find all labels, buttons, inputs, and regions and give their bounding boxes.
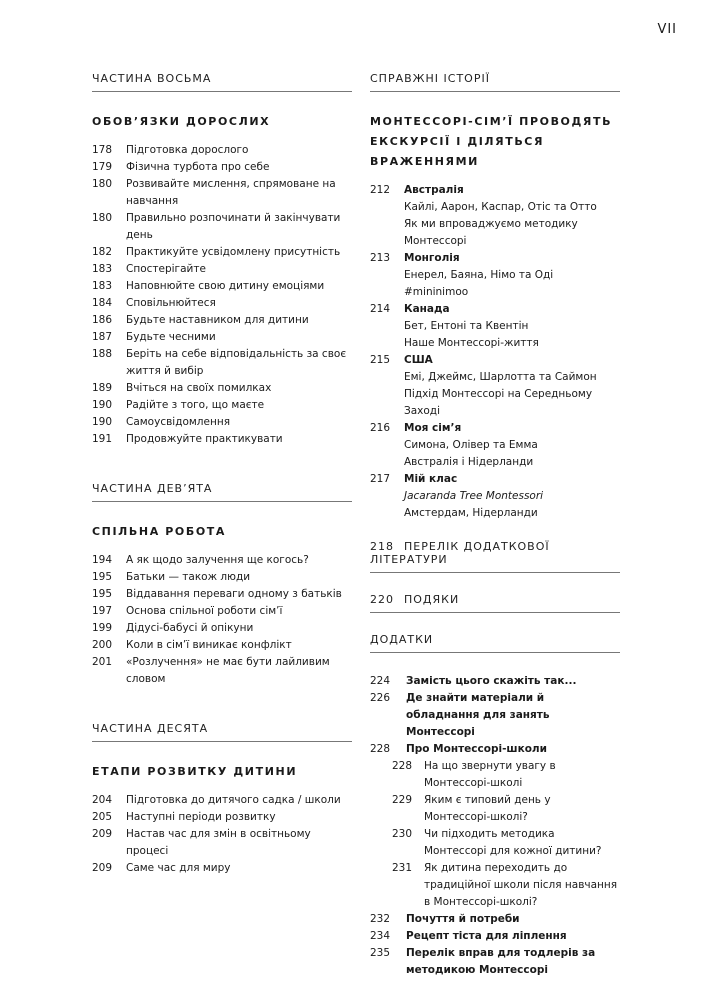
toc-entry[interactable] [92,431,352,448]
toc-list [370,911,620,979]
page-ref: 190 [92,399,113,411]
entry-title: Де знайти матеріали й обладнання для занять Монтессорі [406,692,550,738]
toc-entry[interactable] [370,741,620,758]
story-line: Jacaranda Tree Montessori [404,490,544,502]
page-ref: 231 [392,862,413,874]
page-ref: 226 [370,692,391,704]
country-title: Моя сім’я [404,422,462,434]
page-ref: 228 [392,760,413,772]
page-ref: 209 [92,828,113,840]
page-ref: 187 [92,331,113,343]
part-ten [92,722,352,877]
right-column [370,72,620,997]
entry-title: Продовжуйте практикувати [126,433,283,445]
toc-list [92,142,352,448]
entry-title: Наступні періоди розвитку [126,811,276,823]
page-ref: 230 [392,828,413,840]
page-ref: 224 [370,675,391,687]
toc-entry[interactable] [92,346,352,380]
stories-section [370,72,620,522]
story-entry[interactable] [370,420,620,437]
page-ref: 197 [92,605,113,617]
entry-title: Віддавання переваги одному з батьків [126,588,342,600]
toc-entry[interactable] [92,329,352,346]
toc-entry[interactable] [392,792,620,826]
entry-title: Про Монтессорі-школи [406,743,547,755]
entry-title: Самоусвідомлення [126,416,231,428]
entry-title: Настав час для змін в освітньому процесі [126,828,311,857]
entry-title: Як дитина переходить до традиційної школи після навчання в Монтессорі-школі? [424,862,618,908]
toc-entry[interactable] [92,159,352,176]
toc-entry[interactable] [92,569,352,586]
country-title: Мій клас [404,473,458,485]
story-line: Підхід Монтессорі на Середньому Заході [404,388,593,417]
entry-title: Правильно розпочинати й закінчувати день [126,212,341,241]
entry-title: Чи підходить методика Монтессорі для кожної дитини? [424,828,602,857]
story-entry[interactable] [370,352,620,369]
toc-entry[interactable] [92,792,352,809]
entry-title: Яким є типовий день у Монтессорі-школі? [424,794,551,823]
entry-title: Підготовка до дитячого садка / школи [126,794,341,806]
part-title: ЕТАПИ РОЗВИТКУ ДИТИНИ [92,765,298,778]
page-ref: 180 [92,212,113,224]
toc-list [370,673,620,758]
story-line: Амстердам, Нідерланди [404,507,538,519]
part-label: ЧАСТИНА ВОСЬМА [92,72,352,92]
page-ref: 213 [370,252,391,264]
toc-entry[interactable] [370,945,620,979]
page-ref: 229 [392,794,413,806]
toc-entry[interactable] [370,928,620,945]
page-ref: 201 [92,656,113,668]
page-ref: 232 [370,913,391,925]
story-entry[interactable] [370,182,620,199]
entry-title: Замість цього скажіть так... [406,675,577,687]
page-ref: 190 [92,416,113,428]
toc-entry[interactable] [92,586,352,603]
story-entry[interactable] [370,301,620,318]
part-nine [92,482,352,688]
entry-title: Вчіться на своїх помилках [126,382,272,394]
page-ref: 184 [92,297,113,309]
toc-entry[interactable] [92,312,352,329]
entry-title: Розвивайте мислення, спрямоване на навчання [126,178,336,207]
toc-entry[interactable] [92,414,352,431]
entry-title: Будьте наставником для дитини [126,314,309,326]
page-ref: 188 [92,348,113,360]
toc-entry[interactable] [92,176,352,210]
story-line: Емі, Джеймс, Шарлотта та Саймон [404,371,597,383]
story-line: Бет, Ентоні та Квентін [404,320,529,332]
entry-title: Наповнюйте свою дитину емоціями [126,280,325,292]
page-ref: 180 [92,178,113,190]
part-label: ДОДАТКИ [370,633,620,653]
toc-entry[interactable] [92,210,352,244]
toc-entry[interactable] [92,244,352,261]
toc-entry[interactable] [92,397,352,414]
part-label: СПРАВЖНІ ІСТОРІЇ [370,72,620,92]
toc-list [370,182,620,522]
entry-title: Рецепт тіста для ліплення [406,930,567,942]
part-label: ЧАСТИНА ДЕСЯТА [92,722,352,742]
page-ref: 195 [92,571,113,583]
entry-title: Фізична турбота про себе [126,161,270,173]
toc-entry[interactable] [92,295,352,312]
page-ref: 194 [92,554,113,566]
page-ref: 216 [370,422,391,434]
toc-entry[interactable] [92,809,352,826]
toc-entry[interactable] [392,826,620,860]
story-line: Наше Монтессорі-життя [404,337,539,349]
toc-entry[interactable] [92,261,352,278]
story-entry[interactable] [370,471,620,488]
country-title: Австралія [404,184,464,196]
story-line: Кайлі, Аарон, Каспар, Отіс та Отто [404,201,597,213]
entry-title: Коли в сім’ї виникає конфлікт [126,639,292,651]
entry-title: Радійте з того, що маєте [126,399,265,411]
country-title: Канада [404,303,450,315]
part-eight [92,72,352,448]
lit-entry[interactable]: 218 ПЕРЕЛІК ДОДАТКОВОЇ ЛІТЕРАТУРИ [370,540,620,573]
toc-list [92,792,352,877]
entry-title: Спостерігайте [126,263,206,275]
entry-title: Дідусі-бабусі й опікуни [126,622,254,634]
page-ref: 179 [92,161,113,173]
toc-entry[interactable] [92,620,352,637]
left-column [92,72,352,895]
part-title: ОБОВ’ЯЗКИ ДОРОСЛИХ [92,115,271,128]
toc-sublist [370,758,620,911]
part-title: МОНТЕССОРІ-СІМ’Ї ПРОВОДЯТЬ ЕКСКУРСІЇ І ДІЛЯТЬСЯ ВРАЖЕННЯМИ [370,115,613,168]
story-line: Як ми впроваджуємо методику Монтессорі [404,218,578,247]
toc-list [92,552,352,688]
page-number: VII [657,22,677,37]
page-ref: 235 [370,947,391,959]
story-line: #mininimoo [404,286,469,298]
page-ref: 200 [92,639,113,651]
toc-entry[interactable] [92,603,352,620]
entry-title: А як щодо залучення ще когось? [126,554,309,566]
toc-entry[interactable] [92,380,352,397]
story-entry[interactable] [370,250,620,267]
entry-title: Основа спільної роботи сім’ї [126,605,283,617]
page-ref: 205 [92,811,113,823]
page-ref: 186 [92,314,113,326]
page-ref: 209 [92,862,113,874]
country-title: США [404,354,433,366]
page-ref: 191 [92,433,113,445]
story-line: Симона, Олівер та Емма [404,439,538,451]
page-ref: 204 [92,794,113,806]
toc-entry[interactable] [92,142,352,159]
story-line: Енерел, Баяна, Німо та Оді [404,269,554,281]
page-ref: 195 [92,588,113,600]
entry-title: Сповільнюйтеся [126,297,216,309]
part-label: ЧАСТИНА ДЕВ’ЯТА [92,482,352,502]
toc-entry[interactable] [92,654,352,688]
story-line: Австралія і Нідерланди [404,456,534,468]
page-ref: 183 [92,280,113,292]
entry-title: Практикуйте усвідомлену присутність [126,246,341,258]
toc-entry[interactable] [392,758,620,792]
entry-title: Саме час для миру [126,862,231,874]
page-ref: 214 [370,303,391,315]
country-title: Монголія [404,252,460,264]
toc-entry[interactable] [92,552,352,569]
page-ref: 183 [92,263,113,275]
toc-entry[interactable] [392,860,620,911]
toc-entry[interactable] [92,278,352,295]
entry-title: Перелік вправ для тодлерів за методикою Монтессорі [406,947,596,976]
page-ref: 212 [370,184,391,196]
page-ref: 217 [370,473,391,485]
page-ref: 234 [370,930,391,942]
entry-title: На що звернути увагу в Монтессорі-школі [424,760,556,789]
page-ref: 182 [92,246,113,258]
toc-entry[interactable] [370,911,620,928]
toc-entry[interactable] [92,860,352,877]
page-ref: 189 [92,382,113,394]
toc-entry[interactable] [370,673,620,690]
toc-entry[interactable] [92,637,352,654]
entry-title: Підготовка дорослого [126,144,249,156]
entry-title: Беріть на себе відповідальність за своє життя й вибір [126,348,347,377]
page-ref: 199 [92,622,113,634]
entry-title: Батьки — також люди [126,571,251,583]
entry-title: Почуття й потреби [406,913,520,925]
toc-entry[interactable] [370,690,620,741]
toc-entry[interactable] [92,826,352,860]
appendix-section [370,633,620,979]
thanks-entry[interactable]: 220 ПОДЯКИ [370,593,620,613]
page-ref: 228 [370,743,391,755]
entry-title: Будьте чесними [126,331,216,343]
page-ref: 178 [92,144,113,156]
entry-title: «Розлучення» не має бути лайливим словом [126,656,330,685]
page-ref: 215 [370,354,391,366]
part-title: СПІЛЬНА РОБОТА [92,525,227,538]
